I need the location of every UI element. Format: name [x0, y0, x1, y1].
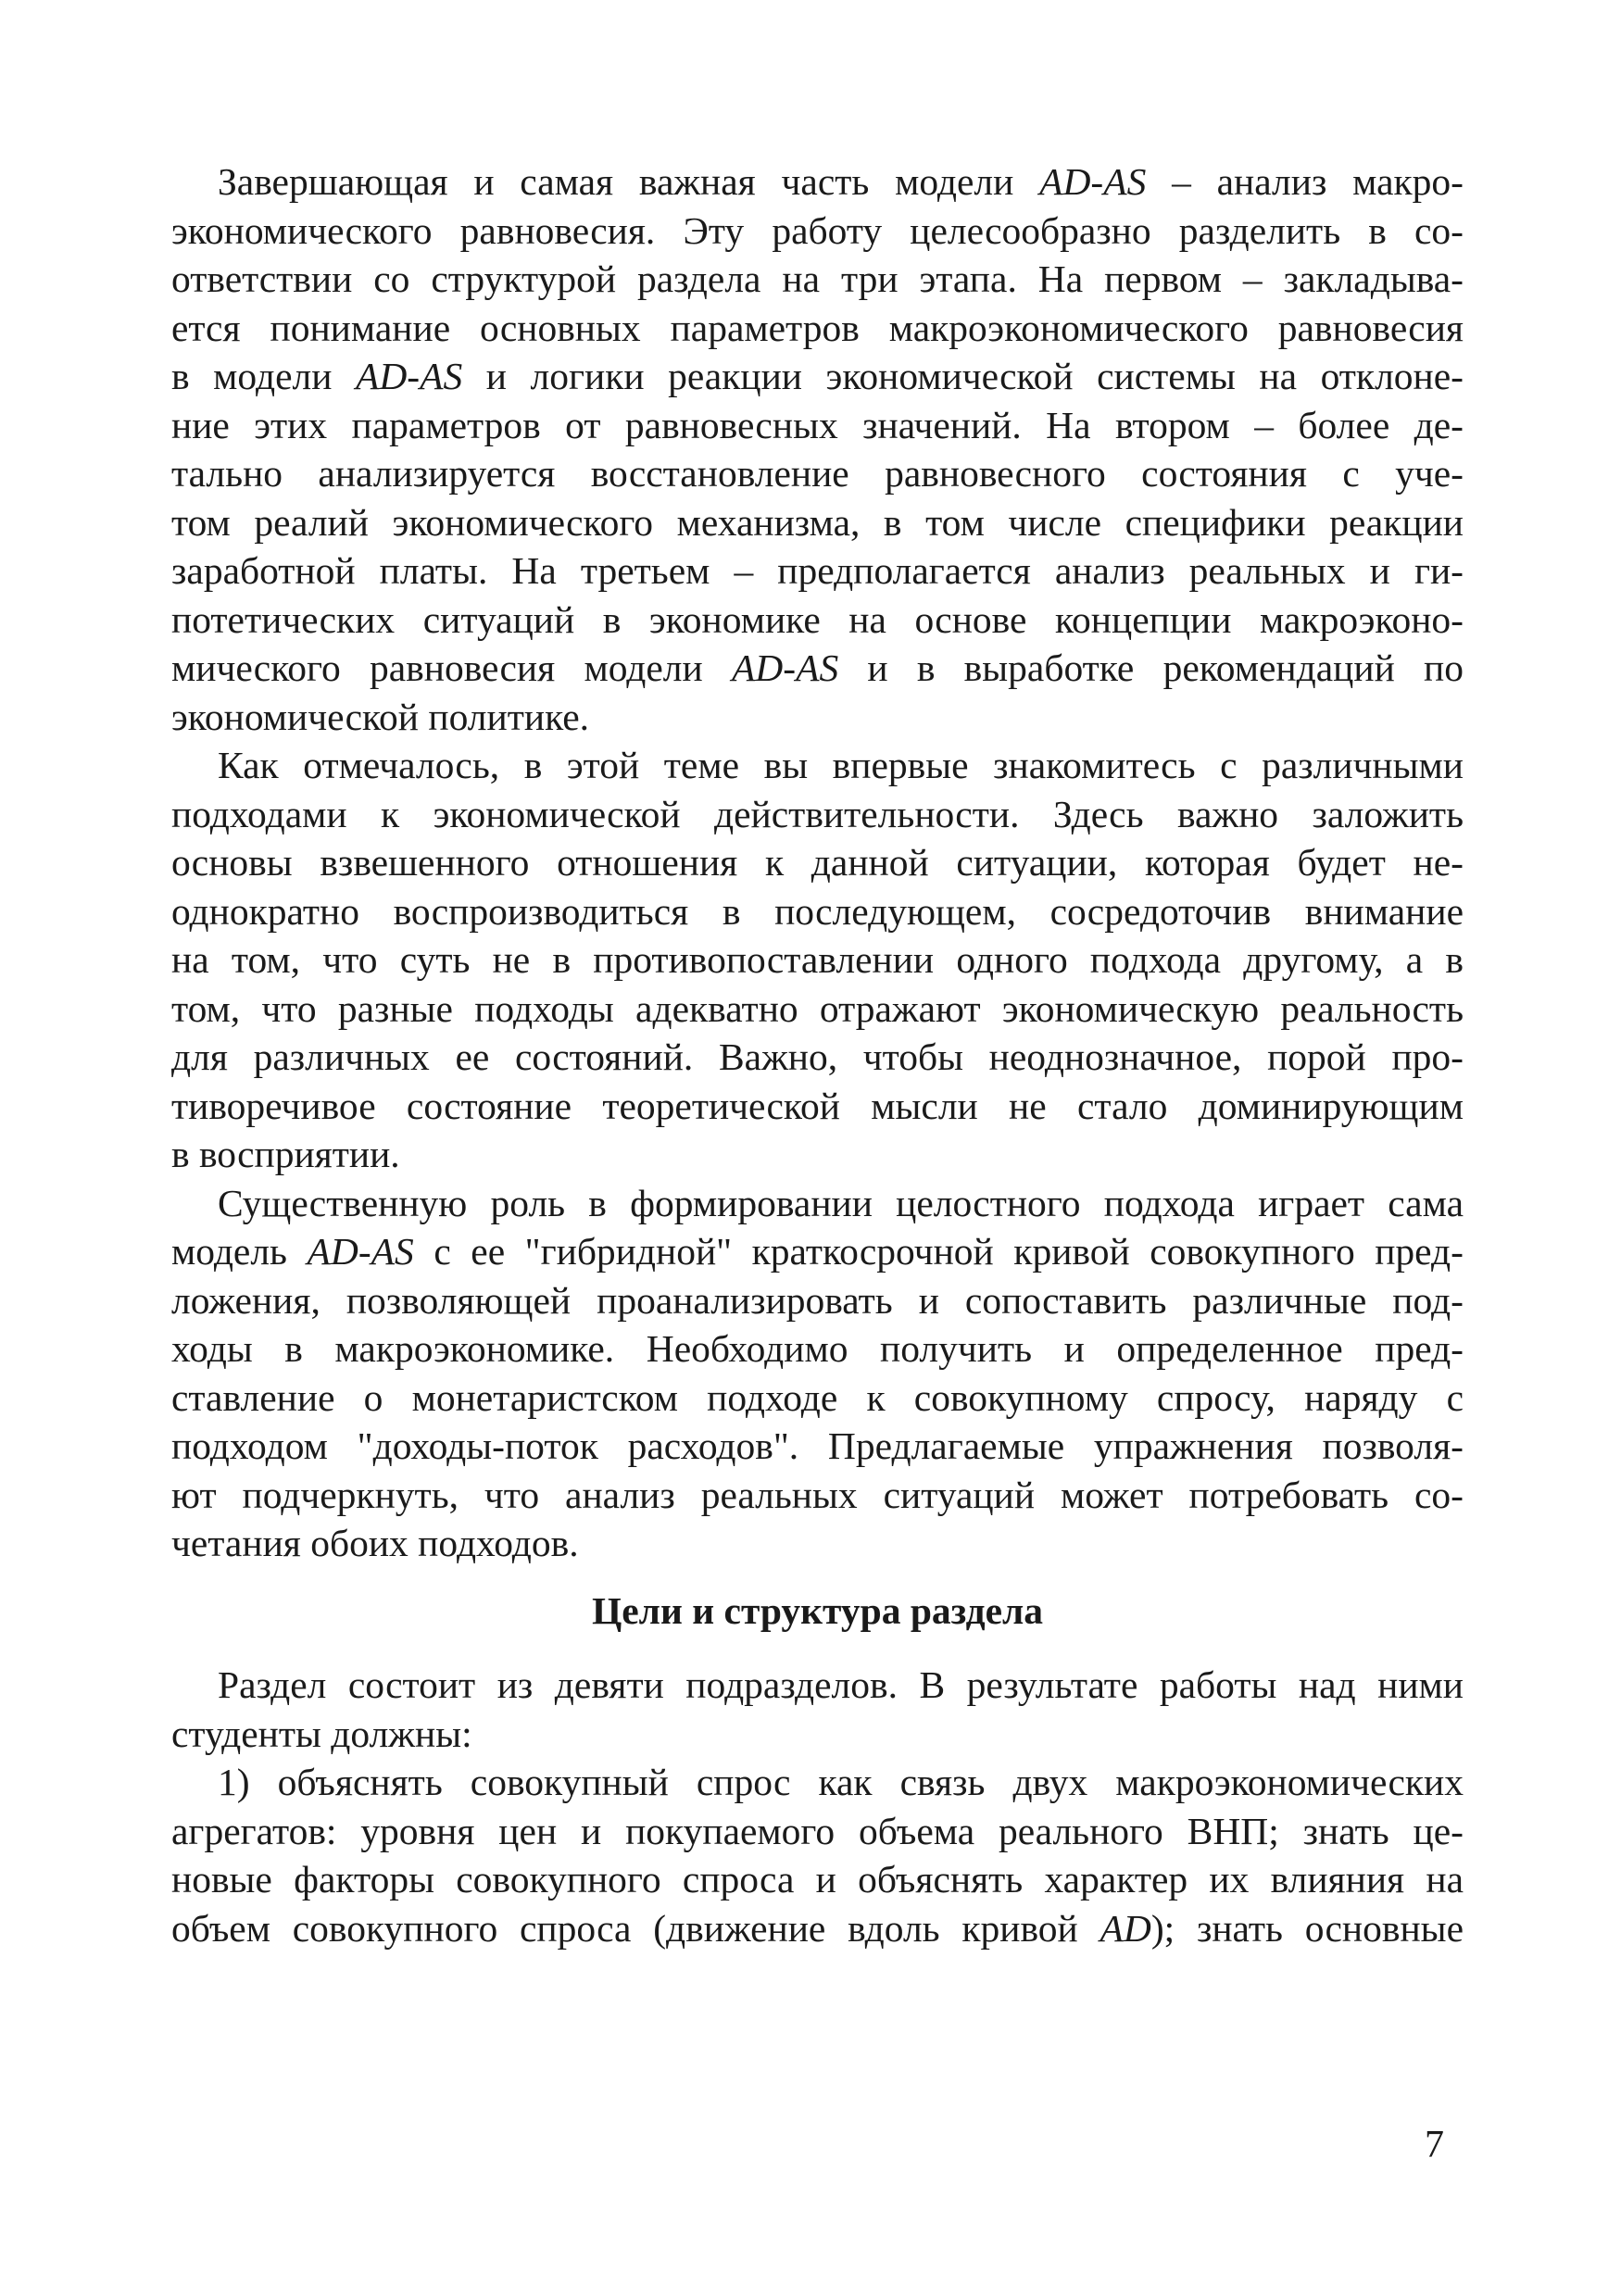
italic-term: AD — [1100, 1906, 1151, 1950]
text-line: однократно воспроизводиться в последующем, сосредоточив внимание — [171, 889, 1464, 933]
text-line: тиворечивое состояние теоретической мысли не стало доминирующим — [171, 1084, 1464, 1127]
text-line: ют подчеркнуть, что анализ реальных ситуаций может потребовать со- — [171, 1473, 1464, 1516]
text-line: Завершающая и самая важная часть модели AD-AS – анализ макро- — [218, 160, 1464, 203]
text-line: экономического равновесия. Эту работу целесообразно разделить в со- — [171, 208, 1464, 252]
section-heading: Цели и структура раздела — [591, 1588, 1044, 1632]
text-line: на том, что суть не в противопоставлении одного подхода другому, а в — [171, 938, 1464, 981]
text-line: ложения, позволяющей проанализировать и сопоставить различные под- — [171, 1278, 1464, 1322]
text-block — [171, 157, 1464, 1952]
text-line: модель AD-AS с ее "гибридной" краткосрочной кривой совокупного пред- — [171, 1230, 1464, 1273]
text-line: для различных ее состояний. Важно, чтобы неоднозначное, порой про- — [171, 1035, 1464, 1078]
text-line: четания обоих подходов. — [171, 1522, 579, 1564]
text-line: потетических ситуаций в экономике на основе концепции макроэконо- — [171, 597, 1464, 641]
text-line: в восприятии. — [171, 1133, 400, 1175]
text-line: Раздел состоит из девяти подразделов. В результате работы над ними — [218, 1663, 1464, 1706]
text-line: ется понимание основных параметров макроэкономического равновесия — [171, 306, 1464, 349]
text-line: тально анализируется восстановление равновесного состояния с уче- — [171, 452, 1464, 495]
text-line: том реалий экономического механизма, в том числе специфики реакции — [171, 500, 1464, 544]
text-line: объем совокупного спроса (движение вдоль кривой AD); знать основные — [171, 1906, 1464, 1950]
paragraph-4 — [171, 1661, 1464, 1758]
text-line: Как отмечалось, в этой теме вы впервые знакомитесь с различными — [218, 744, 1464, 786]
text-line: ставление о монетаристском подходе к совокупному спросу, наряду с — [171, 1375, 1464, 1419]
text-line: экономической политике. — [171, 695, 589, 738]
text-line: мического равновесия модели AD-AS и в выработке рекомендаций по — [171, 646, 1464, 689]
text-line: ответствии со структурой раздела на три этапа. На первом – закладыва- — [171, 257, 1464, 300]
text-line: студенты должны: — [171, 1712, 472, 1755]
paragraph-2 — [171, 741, 1464, 1179]
text-line: ходы в макроэкономике. Необходимо получить и определенное пред- — [171, 1327, 1464, 1370]
paragraph-3 — [171, 1179, 1464, 1568]
text-line: заработной платы. На третьем – предполагается анализ реальных и ги- — [171, 549, 1464, 592]
text-line: Существенную роль в формировании целостного подхода играет сама — [218, 1181, 1464, 1224]
text-line: подходами к экономической действительности. Здесь важно заложить — [171, 792, 1464, 835]
page-number: 7 — [1425, 2124, 1444, 2166]
text-line: ние этих параметров от равновесных значений. На втором – более де- — [171, 403, 1464, 446]
italic-term: AD-AS — [1039, 160, 1147, 203]
italic-term: AD-AS — [307, 1230, 414, 1273]
italic-term: AD-AS — [355, 355, 463, 397]
text-line: том, что разные подходы адекватно отражают экономическую реальность — [171, 986, 1464, 1030]
italic-term: AD-AS — [731, 646, 839, 689]
text-line: новые факторы совокупного спроса и объяснять характер их влияния на — [171, 1858, 1464, 1901]
text-line: 1) объяснять совокупный спрос как связь двух макроэкономических — [218, 1761, 1464, 1803]
paragraph-1 — [171, 157, 1464, 741]
paragraph-5 — [171, 1758, 1464, 1952]
text-line: в модели AD-AS и логики реакции экономической системы на отклоне- — [171, 355, 1464, 397]
text-line: подходом "доходы-поток расходов". Предлагаемые упражнения позволя- — [171, 1424, 1464, 1467]
text-line: агрегатов: уровня цен и покупаемого объема реального ВНП; знать це- — [171, 1809, 1464, 1852]
text-line: основы взвешенного отношения к данной ситуации, которая будет не- — [171, 841, 1464, 884]
